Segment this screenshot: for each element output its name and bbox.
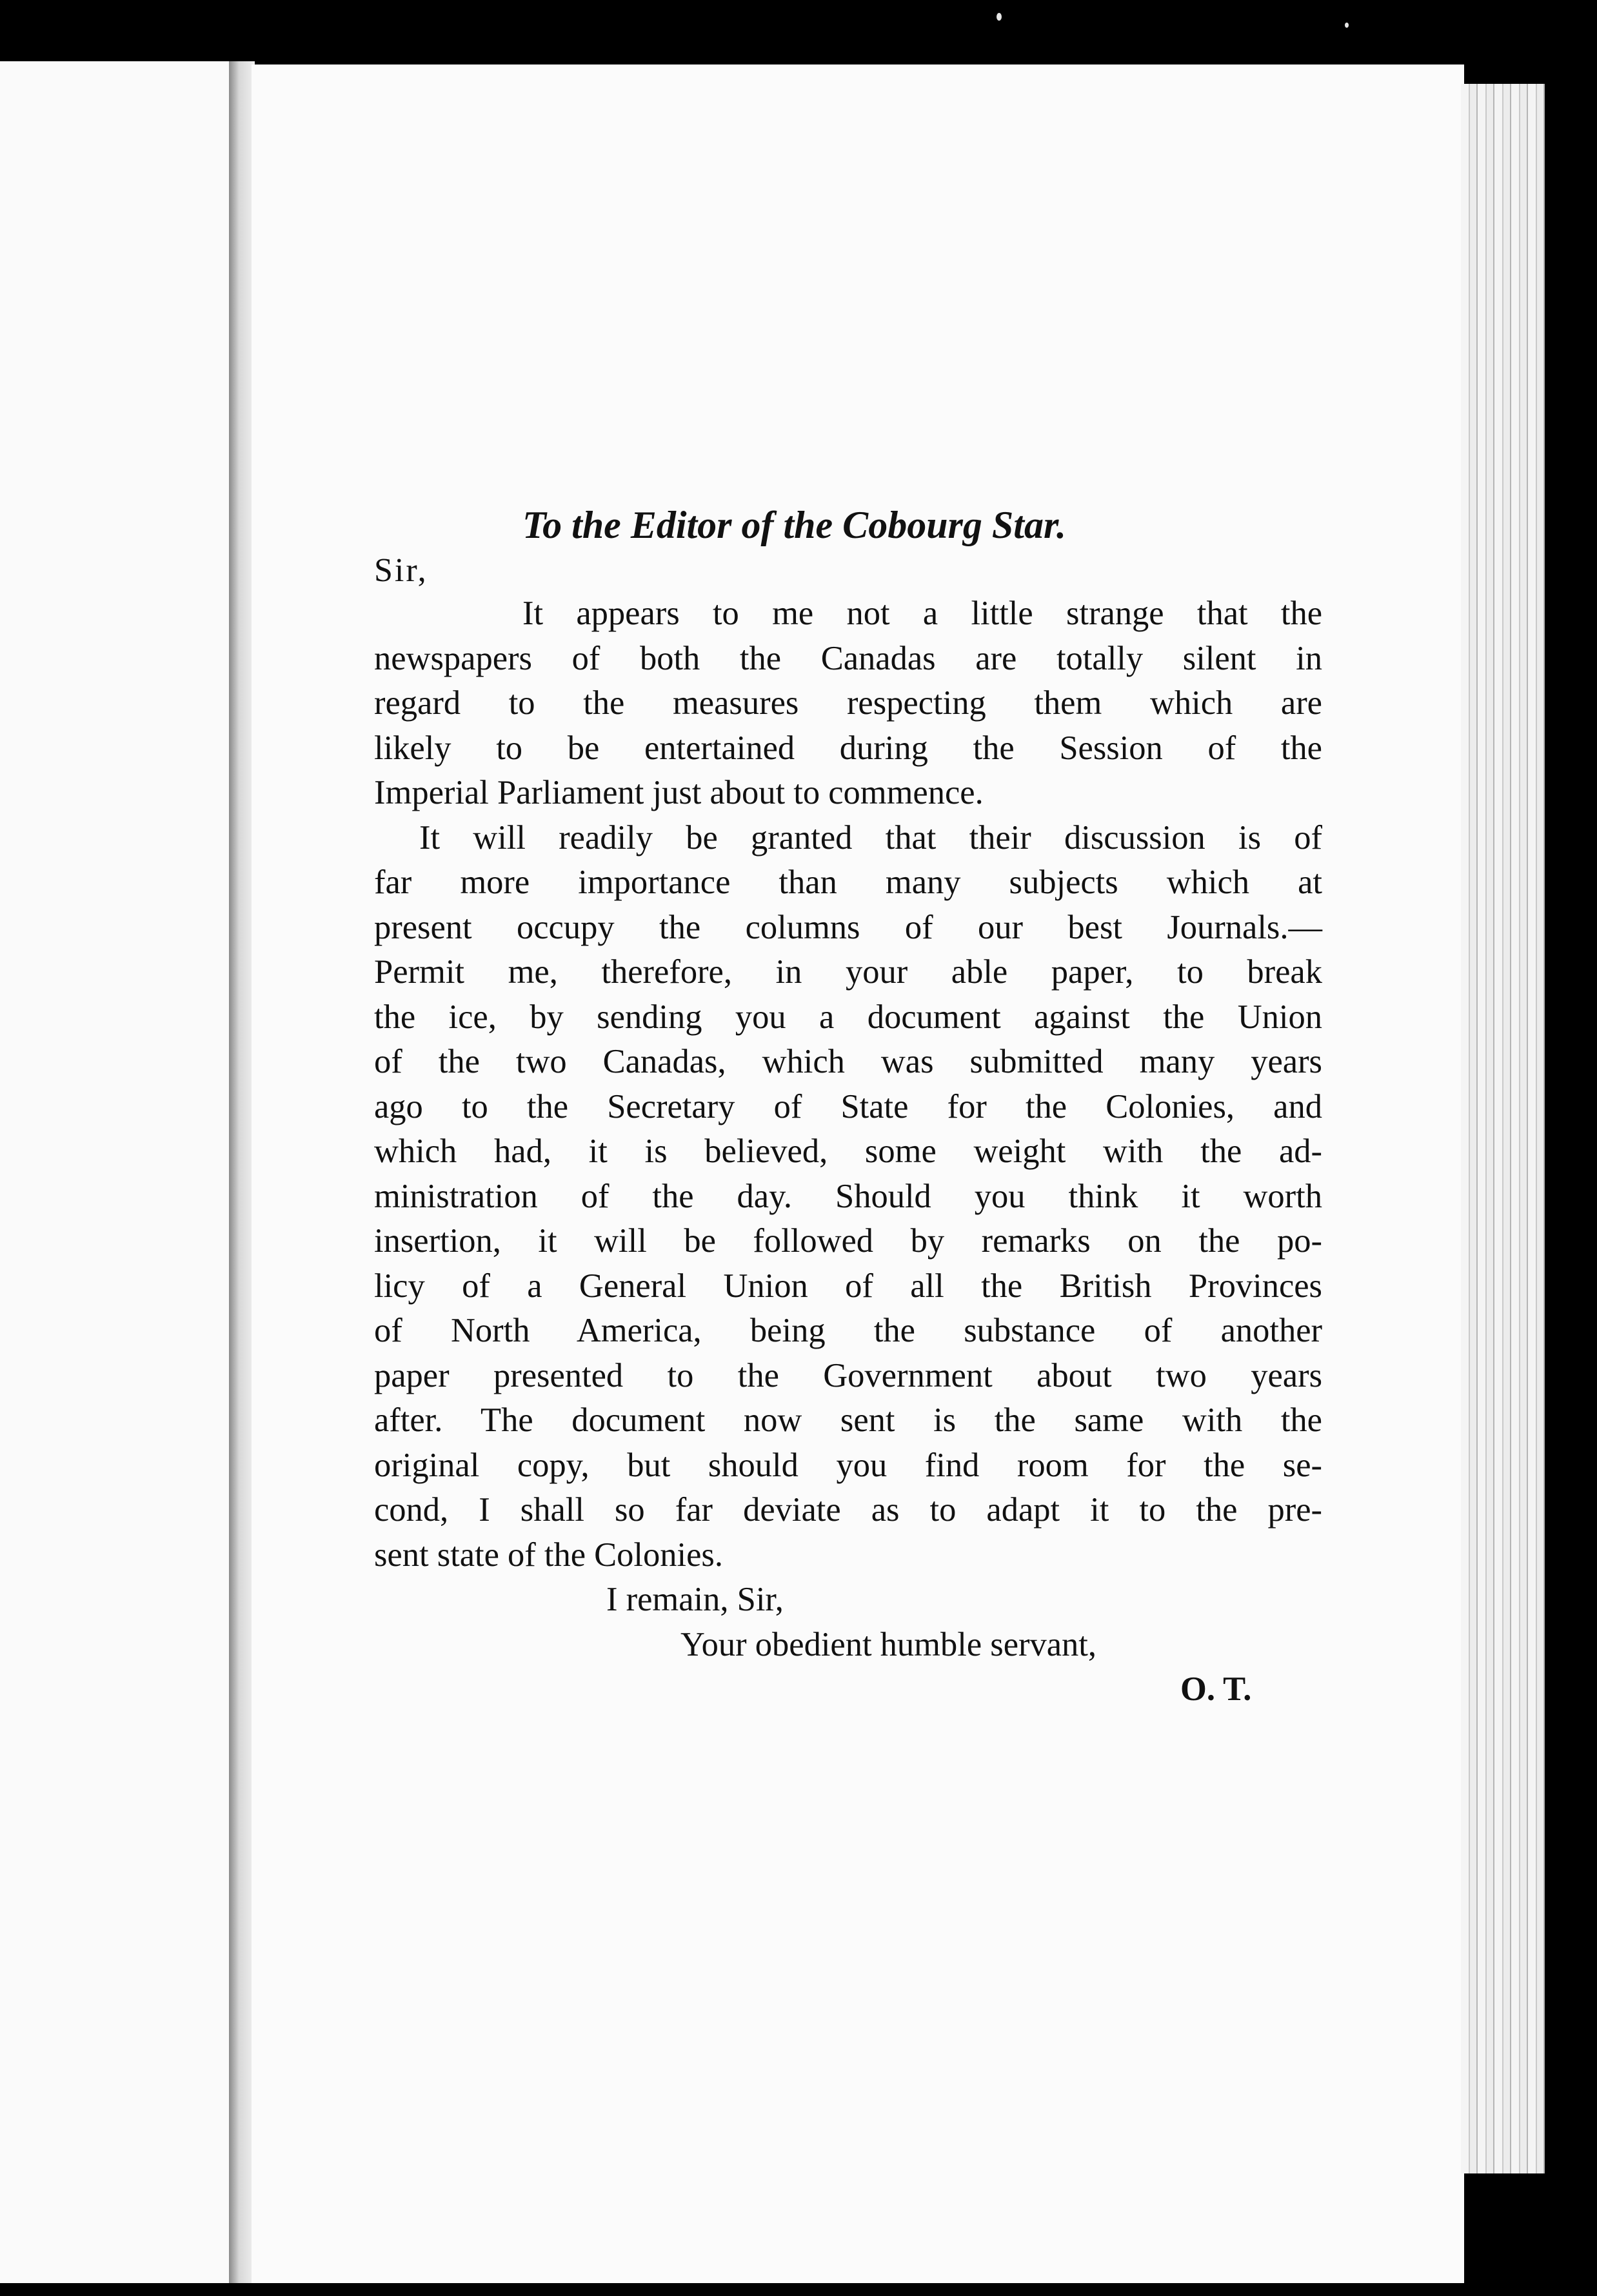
- page-edges: [1461, 84, 1545, 2173]
- text-line: ministration of the day. Should you think it worth: [374, 1177, 1322, 1215]
- text-line: It appears to me not a little strange that the: [522, 595, 1322, 632]
- closing-line: Your obedient humble servant,: [680, 1625, 1096, 1663]
- text-line: licy of a General Union of all the British Provinces: [374, 1267, 1322, 1305]
- text-line: regard to the measures respecting them which are: [374, 684, 1322, 722]
- text-line: sent state of the Colonies.: [374, 1536, 723, 1574]
- salutation: Sir,: [374, 552, 428, 589]
- text-line: present occupy the columns of our best Journals.—: [374, 908, 1322, 946]
- book-gutter: [229, 61, 255, 2283]
- text-line: Permit me, therefore, in your able paper, to break: [374, 953, 1322, 991]
- letter-text: [374, 500, 1322, 1712]
- signature: O. T.: [1180, 1670, 1252, 1708]
- text-line: It will readily be granted that their discussion is of: [419, 818, 1322, 856]
- left-page: [0, 61, 232, 2283]
- text-line: newspapers of both the Canadas are totally silent in: [374, 639, 1322, 677]
- page-speck: [997, 13, 1002, 21]
- text-line: which had, it is believed, some weight with the ad-: [374, 1133, 1322, 1170]
- text-line: of North America, being the substance of another: [374, 1312, 1322, 1349]
- text-line: Imperial Parliament just about to commence.: [374, 774, 984, 811]
- page-speck: [1345, 23, 1349, 28]
- text-line: paper presented to the Government about two years: [374, 1356, 1322, 1394]
- paragraph-2: [374, 816, 1322, 1578]
- paragraph-1: [374, 591, 1322, 816]
- text-line: ago to the Secretary of State for the Colonies, and: [374, 1087, 1322, 1125]
- text-line: insertion, it will be followed by remarks on the po-: [374, 1222, 1322, 1260]
- closing-line: I remain, Sir,: [606, 1581, 784, 1618]
- letter-heading: To the Editor of the Cobourg Star.: [522, 504, 1066, 546]
- text-line: cond, I shall so far deviate as to adapt it to the pre-: [374, 1491, 1322, 1529]
- text-line: original copy, but should you find room for the se-: [374, 1446, 1322, 1484]
- text-line: of the two Canadas, which was submitted many years: [374, 1043, 1322, 1080]
- text-line: far more importance than many subjects which at: [374, 864, 1322, 901]
- text-line: the ice, by sending you a document against the Union: [374, 998, 1322, 1036]
- closing: [374, 1578, 1322, 1712]
- text-line: after. The document now sent is the same with the: [374, 1401, 1322, 1439]
- text-line: likely to be entertained during the Session of the: [374, 729, 1322, 767]
